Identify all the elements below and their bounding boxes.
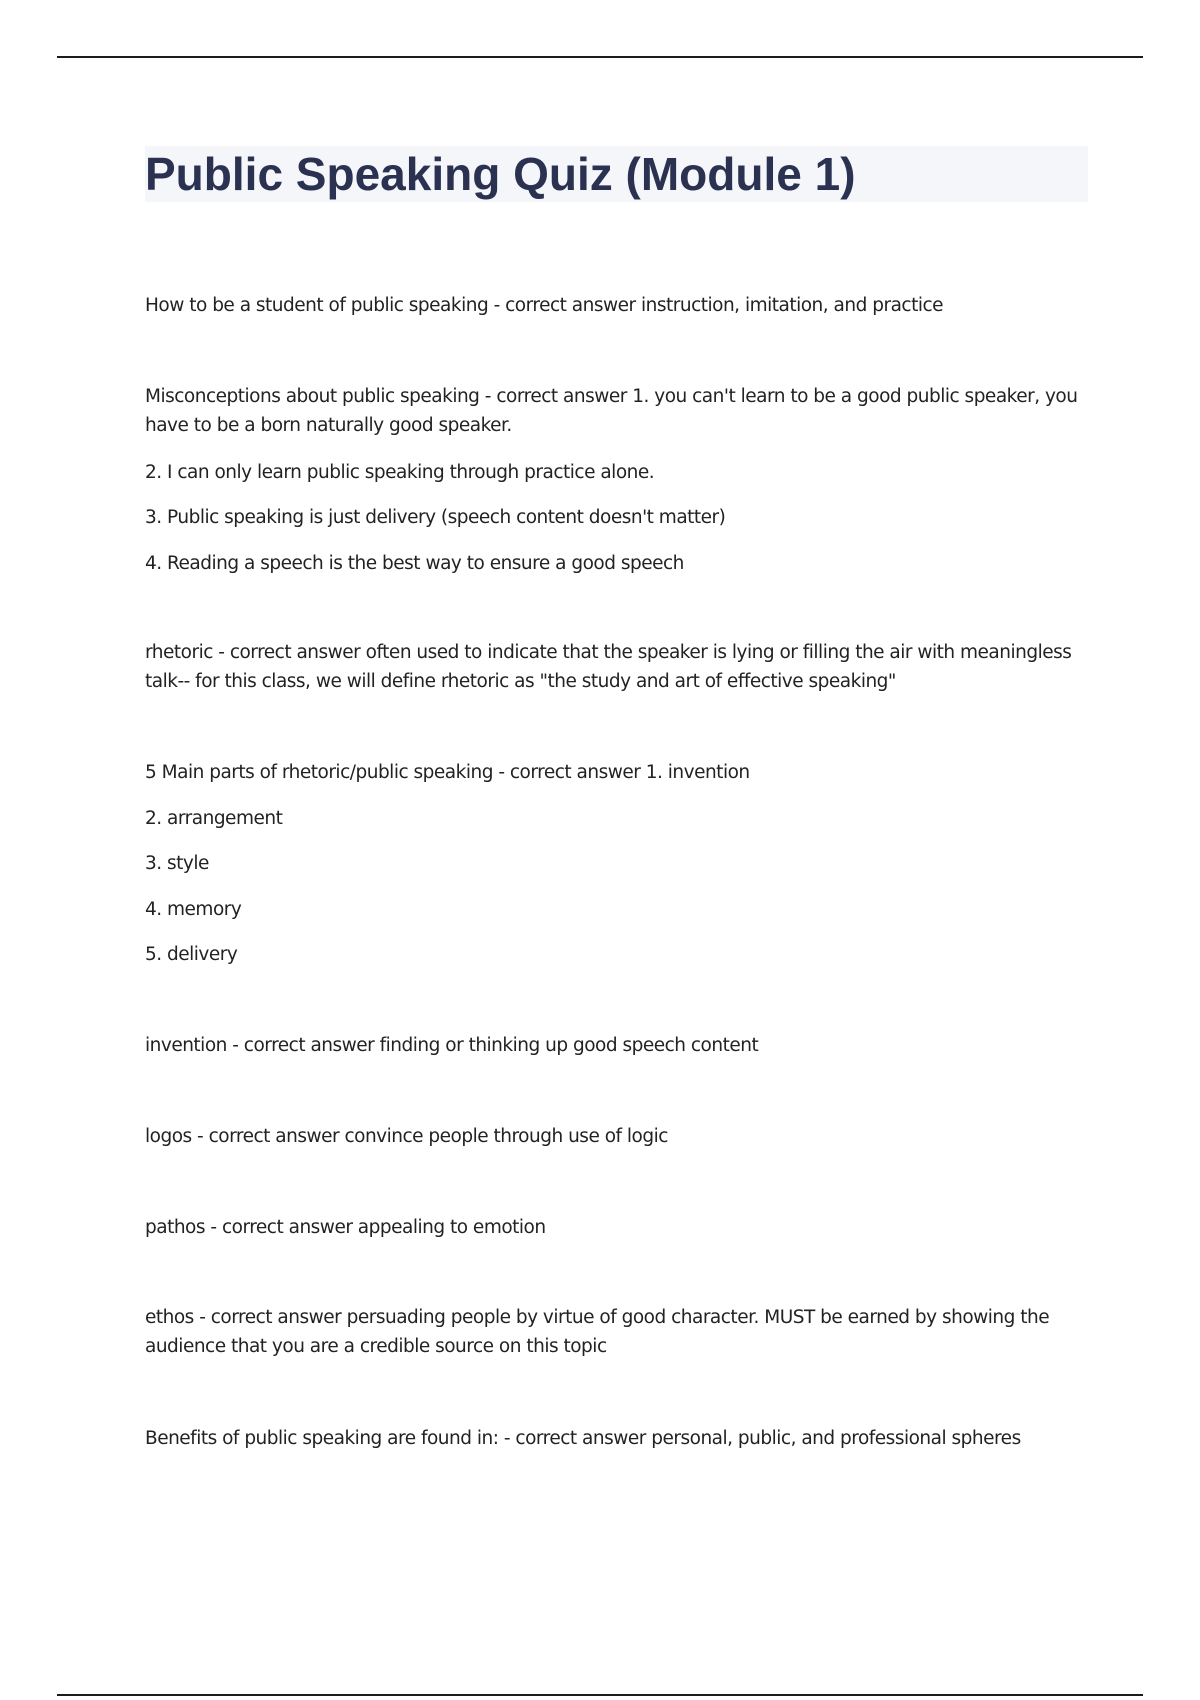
qa-entry-misconceptions: Misconceptions about public speaking - correct answer 1. you can't learn to be a good public speaker, you have to be a born naturally good speaker. — [145, 386, 1078, 436]
qa-entry-rhetoric: rhetoric - correct answer often used to indicate that the speaker is lying or filling the air with meaningless talk-- for this class, we will define rhetoric as "the study and art of effective speaking" — [145, 642, 1072, 692]
list-item: 5. delivery — [145, 944, 238, 965]
bottom-rule — [57, 1694, 1143, 1696]
list-item: 4. Reading a speech is the best way to ensure a good speech — [145, 553, 684, 574]
list-item: 2. arrangement — [145, 808, 283, 829]
qa-entry-ethos: ethos - correct answer persuading people by virtue of good character. MUST be earned by showing the audience that you are a credible source on this topic — [145, 1307, 1050, 1357]
list-item: 3. style — [145, 853, 209, 874]
qa-entry-student: How to be a student of public speaking - correct answer instruction, imitation, and practice — [145, 295, 944, 316]
qa-entry-benefits: Benefits of public speaking are found in: - correct answer personal, public, and professional spheres — [145, 1428, 1021, 1449]
top-rule — [57, 56, 1143, 58]
qa-entry-pathos: pathos - correct answer appealing to emotion — [145, 1217, 546, 1238]
qa-entry-logos: logos - correct answer convince people through use of logic — [145, 1126, 668, 1147]
list-item: 4. memory — [145, 899, 242, 920]
list-item: 3. Public speaking is just delivery (speech content doesn't matter) — [145, 507, 726, 528]
qa-entry-main-parts: 5 Main parts of rhetoric/public speaking - correct answer 1. invention — [145, 762, 750, 783]
qa-entry-invention: invention - correct answer finding or thinking up good speech content — [145, 1035, 759, 1056]
list-item: 2. I can only learn public speaking through practice alone. — [145, 462, 655, 483]
page-title: Public Speaking Quiz (Module 1) — [145, 148, 856, 200]
